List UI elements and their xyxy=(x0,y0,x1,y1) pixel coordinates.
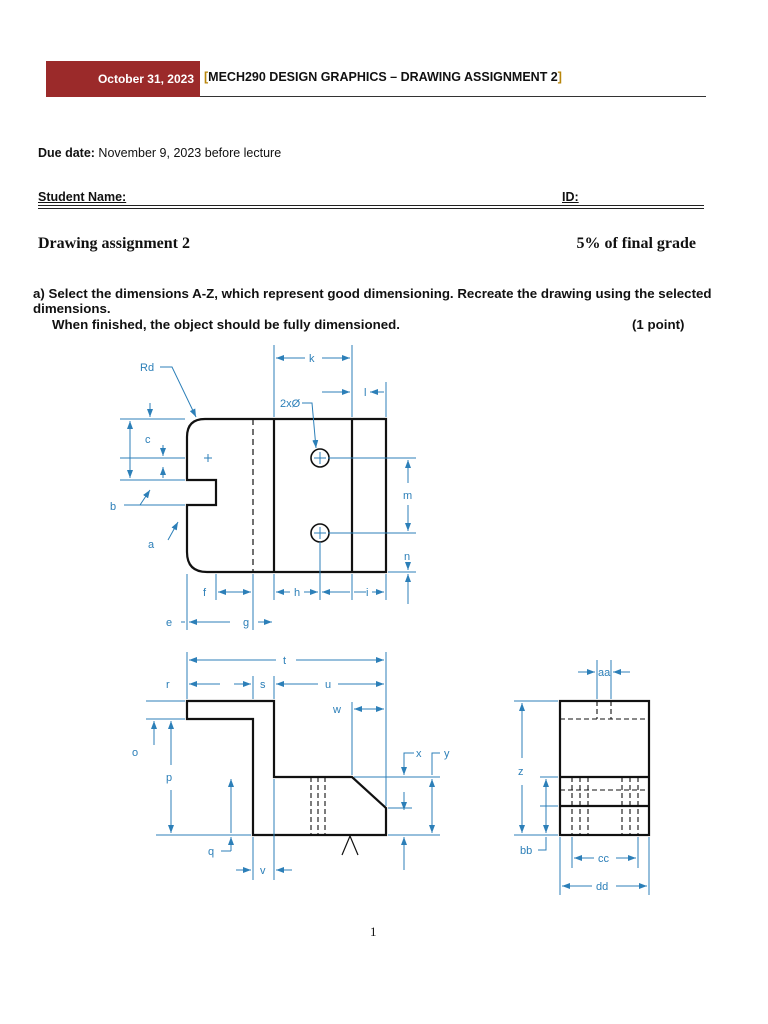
side-view xyxy=(560,701,649,835)
label-g: g xyxy=(243,617,250,629)
question-a-line1: a) Select the dimensions A-Z, which represent good dimensioning. Recreate the drawing using the selected dimensions. xyxy=(33,286,712,316)
student-name-label: Student Name: xyxy=(38,190,127,204)
label-c: c xyxy=(145,434,151,446)
label-m: m xyxy=(403,490,413,502)
question-a-points: (1 point) xyxy=(632,317,685,332)
label-h: h xyxy=(294,587,301,599)
label-p: p xyxy=(166,772,173,784)
assignment-weight: 5% of final grade xyxy=(576,235,696,252)
label-hole: 2xØ xyxy=(280,398,301,410)
label-l: l xyxy=(364,387,367,399)
label-t: t xyxy=(283,655,287,667)
due-date: Due date: November 9, 2023 before lecture xyxy=(38,146,282,160)
label-z: z xyxy=(518,766,524,778)
label-Rd: Rd xyxy=(140,362,155,374)
assignment-title: Drawing assignment 2 xyxy=(38,235,191,252)
label-q: q xyxy=(208,846,215,858)
label-r: r xyxy=(166,679,170,691)
top-view xyxy=(187,419,386,572)
question-a-line2: When finished, the object should be fully dimensioned. xyxy=(52,317,400,332)
header-date: October 31, 2023 xyxy=(46,61,200,97)
header-course-title: [MECH290 DESIGN GRAPHICS – DRAWING ASSIGNMENT 2] xyxy=(204,70,562,84)
label-b: b xyxy=(110,501,117,513)
label-dd: dd xyxy=(596,881,609,893)
label-v: v xyxy=(260,865,266,877)
front-view xyxy=(187,701,386,835)
label-n: n xyxy=(404,551,411,563)
page-number: 1 xyxy=(370,924,377,939)
label-w: w xyxy=(333,704,341,716)
label-o: o xyxy=(132,747,139,759)
label-u: u xyxy=(325,679,332,691)
label-x: x xyxy=(416,748,422,760)
label-f: f xyxy=(203,587,207,599)
label-a: a xyxy=(148,539,155,551)
label-cc: cc xyxy=(598,853,609,865)
label-bb: bb xyxy=(520,845,533,857)
label-y: y xyxy=(444,748,450,760)
label-k: k xyxy=(309,353,315,365)
label-aa: aa xyxy=(598,667,611,679)
label-e: e xyxy=(166,617,173,629)
label-s: s xyxy=(260,679,266,691)
student-id-label: ID: xyxy=(562,190,579,204)
label-i: i xyxy=(366,587,369,599)
